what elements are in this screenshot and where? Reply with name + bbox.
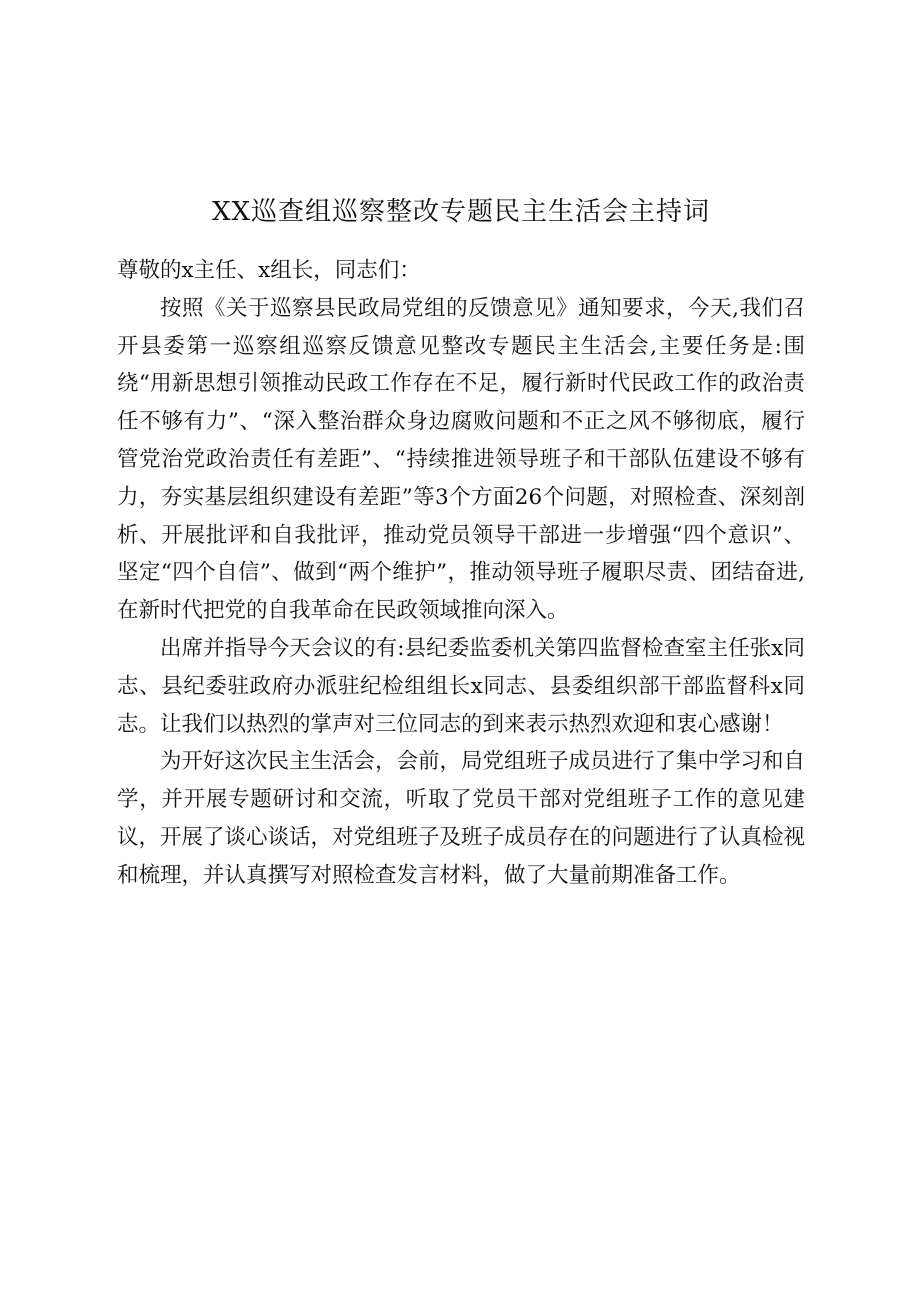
salutation: 尊敬的x主任、x组长，同志们： (117, 258, 421, 283)
paragraph-purpose: 按照《关于巡察县民政局党组的反馈意见》通知要求，今天,我们召开县委第一巡察组巡察反馈意见整改专题民主生活会,主要任务是:围绕“用新思想引领推动民政工作存在不足，履行新时代民政工作的政治责任不够有力”、“深入整治群众身边腐败问题和不正之风不够彻底，履行管党治党政治责任有差距”、“持续推进领导班子和干部队伍建设不够有力，夯实基层组织建设有差距”等3个方面26个问题，对照检查、深刻剖析、开展批评和自我批评，推动党员领导干部进一步增强“四个意识”、坚定“四个自信”、做到“两个维护”，推动领导班子履职尽责、团结奋进,在新时代把党的自我革命在民政领域推向深入。 (117, 295, 805, 624)
paragraph-attendees: 出席并指导今天会议的有:县纪委监委机关第四监督检查室主任张x同志、县纪委驻政府办派驻纪检组组长x同志、县委组织部干部监督科x同志。让我们以热烈的掌声对三位同志的到来表示热烈欢迎和衷心感谢！ (117, 635, 805, 737)
document-body (117, 252, 805, 895)
paragraph-preparation: 为开好这次民主生活会，会前，局党组班子成员进行了集中学习和自学，并开展专题研讨和交流，听取了党员干部对党组班子工作的意见建议，开展了谈心谈话，对党组班子及班子成员存在的问题进行了认真检视和梳理，并认真撰写对照检查发言材料，做了大量前期准备工作。 (117, 749, 806, 888)
document-title: XX巡查组巡察整改专题民主生活会主持词 (211, 197, 711, 227)
